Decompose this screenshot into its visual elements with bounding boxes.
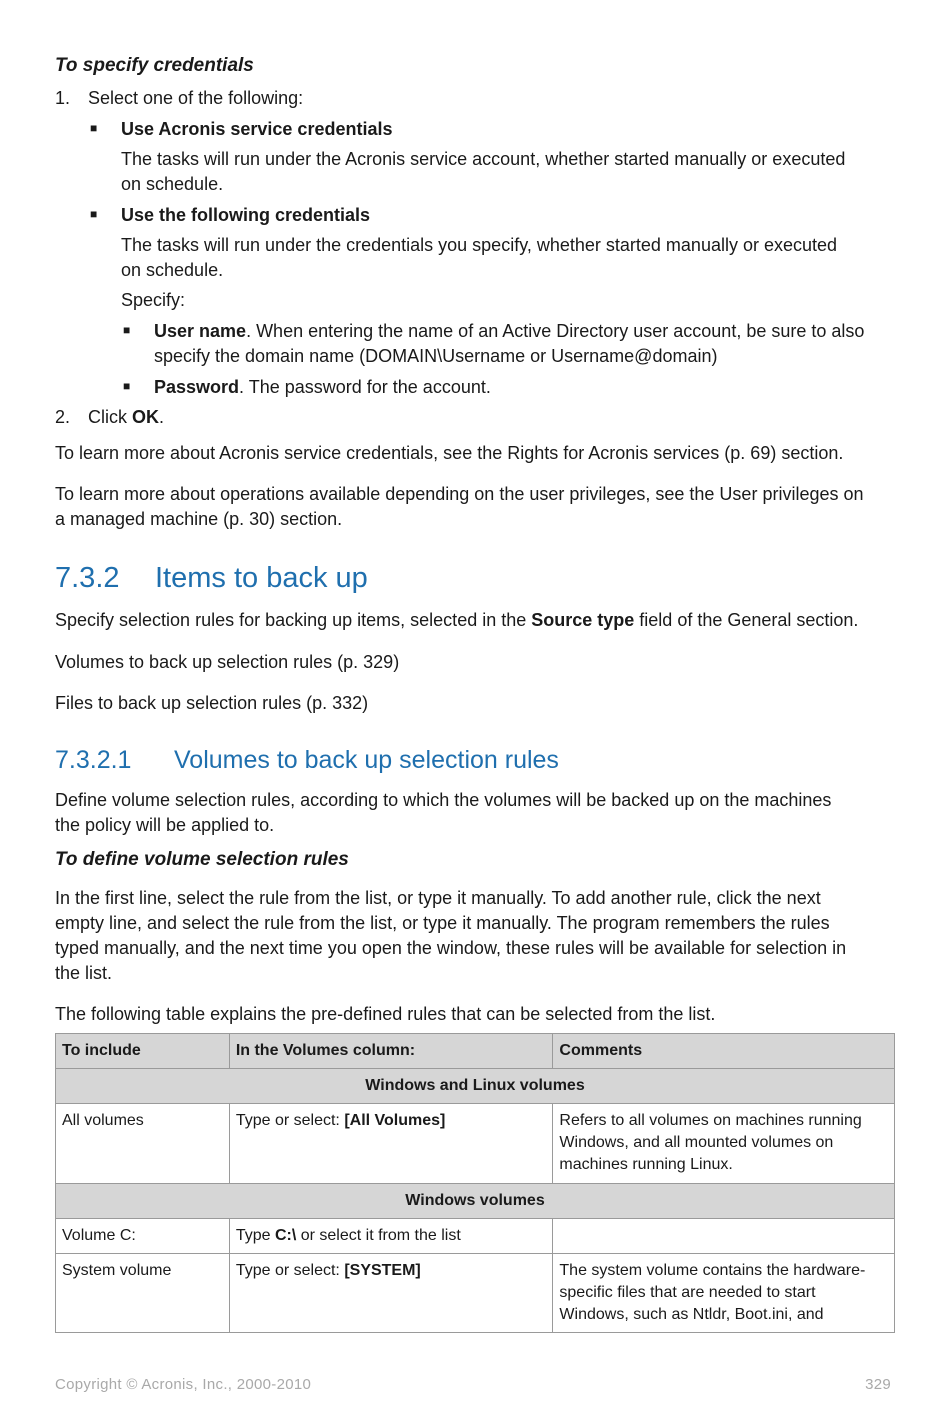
- footer-page-number: 329: [865, 1376, 891, 1393]
- step-2-number: 2.: [55, 407, 71, 427]
- comment-line: machines running Linux.: [559, 1156, 733, 1173]
- rules-paragraph-line4: the list.: [55, 963, 113, 983]
- option-service-credentials-desc-line1: The tasks will run under the Acronis service account, whether started manually or executed: [121, 149, 846, 169]
- intro-source-type: Source type: [531, 610, 635, 630]
- link-volumes-selection-rules[interactable]: Volumes to back up selection rules (p. 329): [55, 652, 400, 672]
- user-name-line2: specify the domain name (DOMAIN\Username or Username@domain): [154, 346, 718, 366]
- step-2-pre: Click: [88, 407, 132, 427]
- cell-volumes-value: C:\: [274, 1227, 297, 1244]
- intro-post: field of the General section.: [634, 610, 859, 630]
- step-1-number: 1.: [55, 88, 71, 108]
- subsection-intro-line2: the policy will be applied to.: [55, 815, 275, 835]
- comment-line: Refers to all volumes on machines running: [559, 1112, 862, 1129]
- rules-paragraph-line1: In the first line, select the rule from the list, or type it manually. To add another rule, click the next: [55, 888, 821, 908]
- cell-comments: [553, 1104, 895, 1184]
- cell-to-include: Volume C:: [56, 1219, 230, 1254]
- user-name-line1: [154, 319, 864, 344]
- bullet-square-icon: ■: [90, 121, 98, 135]
- intro-pre: Specify selection rules for backing up items, selected in the: [55, 610, 532, 630]
- cell-volumes: [229, 1254, 553, 1333]
- user-name-label: User name: [154, 321, 247, 341]
- procedure-heading-credentials: To specify credentials: [55, 55, 254, 76]
- table-intro: The following table explains the pre-defined rules that can be selected from the list.: [55, 1004, 716, 1024]
- section-heading-7-3-2: [55, 562, 368, 595]
- section-heading-7-3-2-1: [55, 746, 559, 775]
- group-windows: Windows volumes: [56, 1184, 895, 1219]
- cell-to-include: All volumes: [56, 1104, 230, 1184]
- table-group-row: [56, 1069, 895, 1104]
- step-2-post: .: [159, 407, 165, 427]
- rules-table: [55, 1033, 895, 1333]
- section-title: Items to back up: [155, 562, 368, 594]
- comment-line: specific files that are needed to start: [559, 1284, 816, 1301]
- comment-line: Windows, such as Ntldr, Boot.ini, and: [559, 1306, 824, 1323]
- option-service-credentials-desc-line2: on schedule.: [121, 174, 224, 194]
- procedure-heading-volume-rules: To define volume selection rules: [55, 849, 349, 870]
- table-row: [56, 1219, 895, 1254]
- user-name-text: . When entering the name of an Active Directory user account, be sure to also: [246, 321, 865, 341]
- footer-copyright: Copyright © Acronis, Inc., 2000-2010: [55, 1376, 312, 1393]
- learn-more-privileges-line2: a managed machine (p. 30) section.: [55, 509, 343, 529]
- rules-paragraph-line2: empty line, and select the rule from the list, or type it manually. The program remembers the rules: [55, 913, 830, 933]
- option-service-credentials-title: Use Acronis service credentials: [121, 119, 393, 139]
- password-text: . The password for the account.: [239, 377, 491, 397]
- bullet-square-icon: ■: [90, 207, 98, 221]
- step-1-text: Select one of the following:: [88, 88, 304, 108]
- password-line: [154, 375, 491, 400]
- column-header-comments: Comments: [553, 1034, 895, 1069]
- specify-label: Specify:: [121, 290, 186, 310]
- cell-volumes-pre: Type or select:: [235, 1262, 345, 1279]
- option-following-credentials-title: Use the following credentials: [121, 205, 371, 225]
- group-windows-linux: Windows and Linux volumes: [56, 1069, 895, 1104]
- section-intro: [55, 608, 858, 633]
- link-files-selection-rules[interactable]: Files to back up selection rules (p. 332): [55, 693, 369, 713]
- cell-comments: [553, 1254, 895, 1333]
- comment-line: The system volume contains the hardware-: [559, 1262, 866, 1279]
- bullet-square-icon: ■: [123, 323, 131, 337]
- learn-more-service-credentials: To learn more about Acronis service credentials, see the Rights for Acronis services (p. 69) section.: [55, 443, 844, 463]
- column-header-to-include: To include: [56, 1034, 230, 1069]
- subsection-number: 7.3.2.1: [55, 746, 132, 774]
- cell-volumes-value: [All Volumes]: [344, 1112, 446, 1129]
- step-2-ok: OK: [132, 407, 159, 427]
- section-number: 7.3.2: [55, 562, 120, 594]
- learn-more-privileges-line1: To learn more about operations available depending on the user privileges, see the User privileges on: [55, 484, 864, 504]
- table-header-row: [56, 1034, 895, 1069]
- cell-volumes-post: or select it from the list: [296, 1227, 461, 1244]
- cell-volumes-value: [SYSTEM]: [344, 1262, 421, 1279]
- table-group-row: [56, 1184, 895, 1219]
- bullet-square-icon: ■: [123, 379, 131, 393]
- comment-line: Windows, and all mounted volumes on: [559, 1134, 834, 1151]
- cell-volumes-pre: Type or select:: [235, 1112, 345, 1129]
- cell-to-include: System volume: [56, 1254, 230, 1333]
- option-following-credentials-desc-line2: on schedule.: [121, 260, 224, 280]
- cell-comments: [553, 1219, 895, 1254]
- table-row: [56, 1104, 895, 1184]
- option-following-credentials-desc-line1: The tasks will run under the credentials you specify, whether started manually or executed: [121, 235, 838, 255]
- subsection-intro-line1: Define volume selection rules, according to which the volumes will be backed up on the machines: [55, 790, 832, 810]
- subsection-title: Volumes to back up selection rules: [174, 746, 559, 774]
- step-2-text: [88, 405, 164, 430]
- password-label: Password: [154, 377, 240, 397]
- rules-paragraph-line3: typed manually, and the next time you open the window, these rules will be available for selection in: [55, 938, 847, 958]
- column-header-volumes: In the Volumes column:: [229, 1034, 553, 1069]
- cell-volumes: [229, 1104, 553, 1184]
- table-row: [56, 1254, 895, 1333]
- cell-volumes-pre: Type: [235, 1227, 275, 1244]
- cell-volumes: [229, 1219, 553, 1254]
